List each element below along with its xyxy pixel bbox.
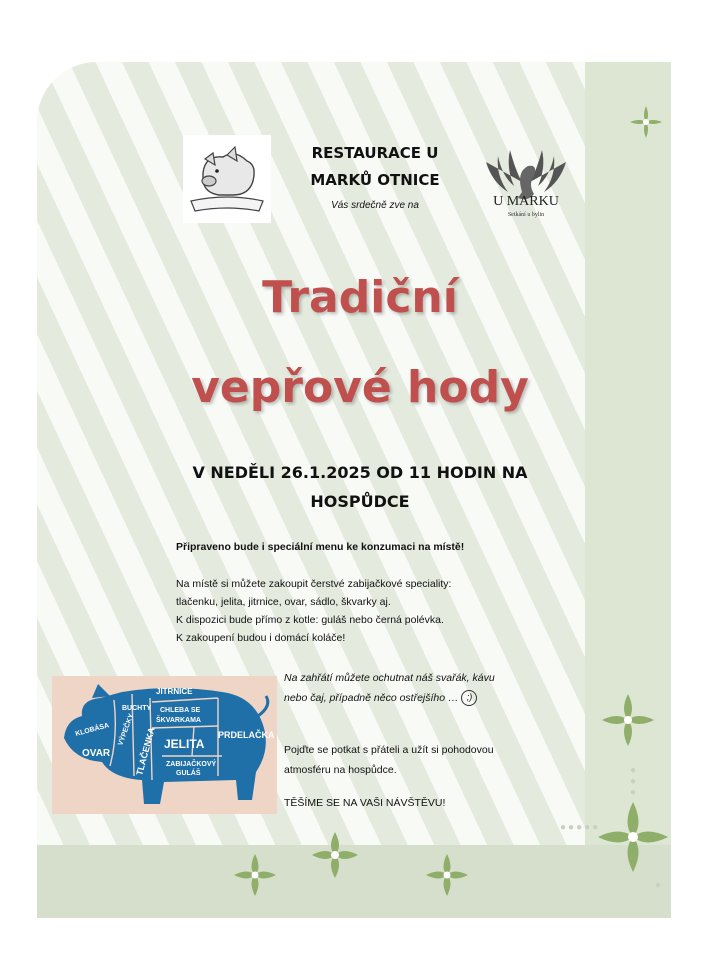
logo-name: U MARKU (493, 194, 559, 209)
flower-icon (310, 830, 360, 880)
logo-tagline: Setkání u bylin (507, 212, 545, 218)
warm-drinks-note (284, 668, 544, 708)
restaurant-name-line1: RESTAURACE U (311, 144, 439, 162)
right-decor-band (585, 62, 671, 918)
pig-label-ovar: OVAR (82, 748, 111, 759)
pig-label-buchty: BUCHTY (122, 705, 152, 712)
pig-cuts-icon (52, 676, 277, 814)
pig-label-zabijackovy: ZABIJAČKOVÝ (166, 761, 217, 768)
specialities-block (176, 575, 451, 647)
invite-text: Vás srdečně zve na (331, 200, 419, 211)
meet-note-line1: Pojďte se potkat s přáteli a užít si pohodovou (284, 744, 494, 756)
flower-icon (424, 852, 470, 898)
event-date (170, 458, 550, 516)
menu-note: Připraveno bude i speciální menu ke konzumaci na místě! (176, 541, 465, 553)
speciality-line: K dispozici bude přímo z kotle: guláš nebo černá polévka. (176, 614, 444, 626)
decor-dots: ● (655, 880, 664, 891)
speciality-line: Na místě si můžete zakoupit čerstvé zabijačkové speciality: (176, 578, 452, 590)
see-you-text: TĚŠÍME SE NA VAŠI NÁVŠTĚVU! (284, 797, 446, 809)
pig-label-chleba-se: CHLEBA SE (160, 707, 201, 714)
u-marku-logo (478, 132, 574, 228)
decor-dots: ● ● ● (630, 765, 639, 798)
pig-label-jelita: JELITA (164, 737, 205, 751)
pig-label-vypecky: VÝPEČKY (117, 712, 136, 747)
pig-label-klobasa: KLOBÁSA (74, 722, 110, 738)
pig-cuts-image (52, 676, 277, 814)
pig-label-skvarkama: ŠKVARKAMA (156, 717, 201, 724)
meet-note-line2: atmosféru na hospůdce. (284, 764, 397, 776)
speciality-line: K zakoupení budou i domácí koláče! (176, 632, 346, 644)
warm-note-line1: Na zahřátí můžete ochutnat náš svařák, kávu (284, 672, 495, 684)
flower-icon (596, 800, 670, 874)
pig-sketch-image (183, 135, 271, 223)
pig-label-tlacenka: TLAČENKA (134, 726, 157, 777)
flower-icon (232, 852, 278, 898)
pig-label-jitrnice: JITRNICE (156, 687, 193, 696)
meet-friends-note (284, 740, 544, 780)
flower-icon (628, 104, 664, 140)
restaurant-name-line2: MARKŮ OTNICE (310, 171, 440, 189)
wink-smiley-icon: ;) (461, 690, 477, 706)
warm-note-line2: nebo čaj, případně něco ostřejšího … (284, 692, 459, 704)
event-date-line1: V NEDĚLI 26.1.2025 OD 11 HODIN NA (192, 463, 528, 482)
event-date-line2: HOSPŮDCE (310, 492, 410, 511)
decor-dots: ●●●●● (560, 822, 601, 833)
pig-label-gulas: GULÁŠ (176, 770, 201, 777)
headline-line1: Tradiční (262, 272, 458, 323)
speciality-line: tlačenku, jelita, jitrnice, ovar, sádlo, škvarky aj. (176, 596, 391, 608)
restaurant-title-block (290, 140, 460, 211)
pig-label-prdelacka: PRDELAČKA (218, 730, 275, 740)
flower-icon (600, 692, 656, 748)
headline-line2: vepřové hody (191, 362, 529, 413)
